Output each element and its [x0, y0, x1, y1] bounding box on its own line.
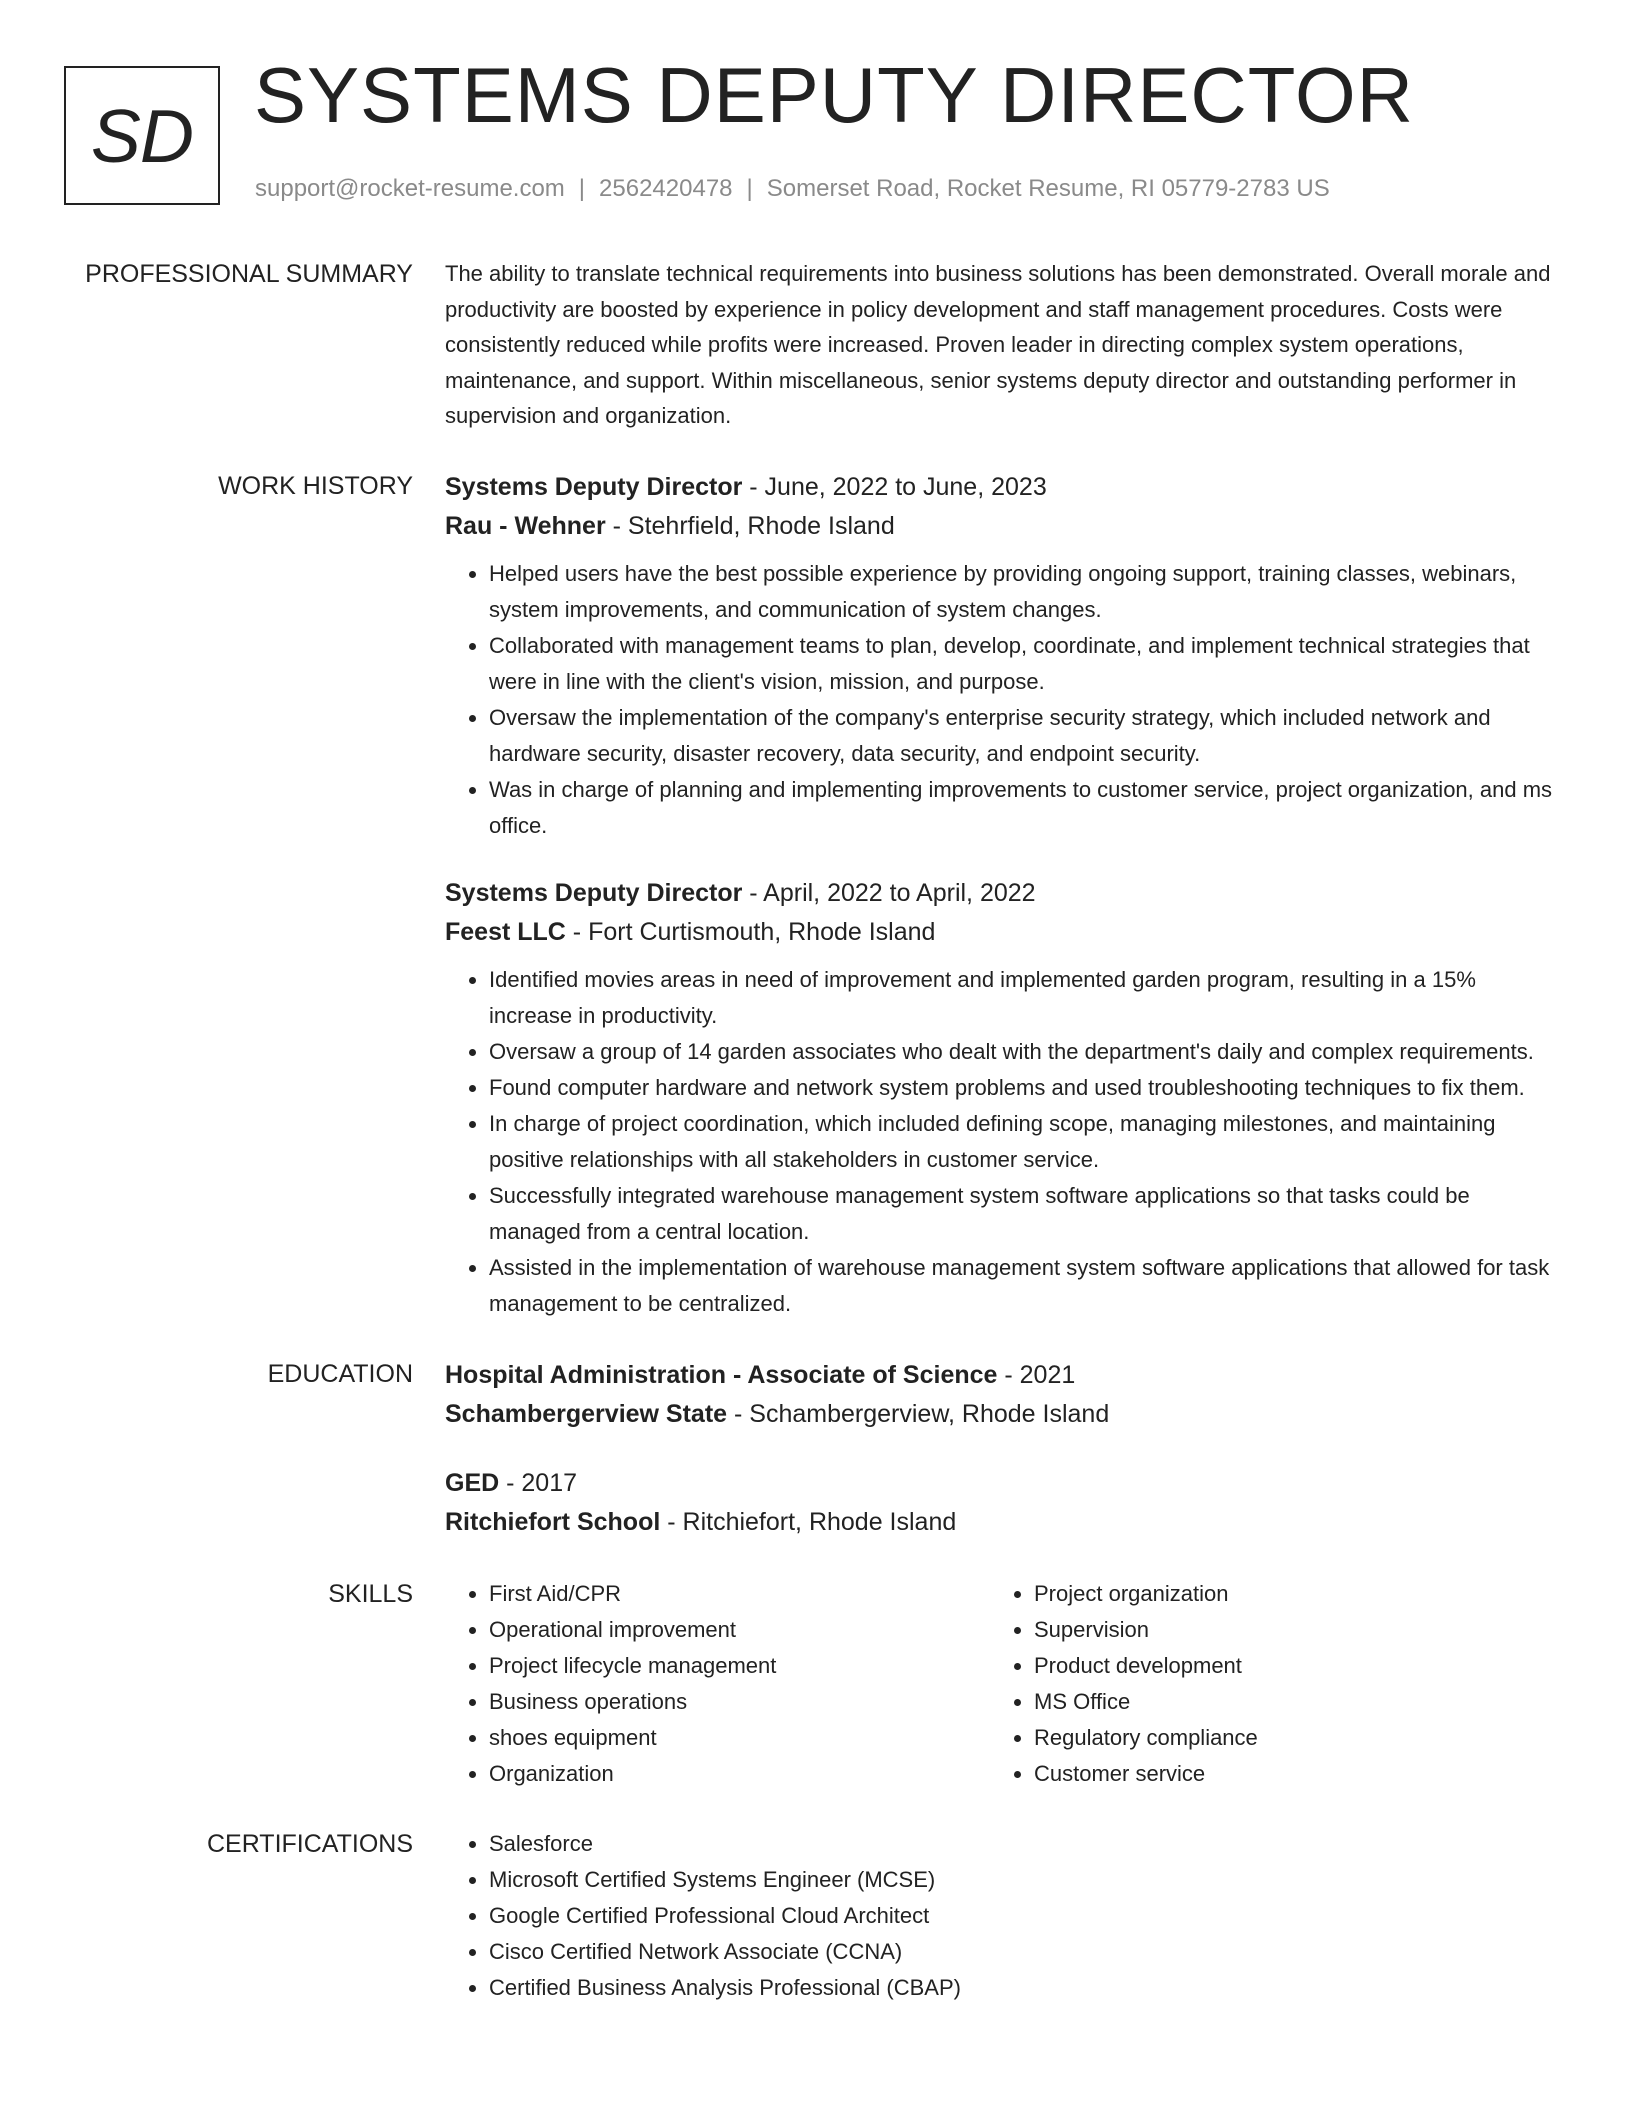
skill-item: • Project lifecycle management [489, 1648, 990, 1684]
skills-section [0, 1576, 1632, 1792]
contact-address: Somerset Road, Rocket Resume, RI 05779-2783 US [766, 175, 1330, 202]
section-label-skills: SKILLS [328, 1579, 413, 1608]
skill-item: • shoes equipment [489, 1720, 990, 1756]
work-history-section [0, 468, 1632, 1322]
contact-line [255, 175, 1330, 203]
list-item: • Identified movies areas in need of improvement and implemented garden program, resulting in a 15% increase in productivity. [489, 962, 1565, 1034]
certification-item: • Cisco Certified Network Associate (CCNA) [489, 1934, 1565, 1970]
certifications-section [0, 1826, 1632, 2006]
certifications-list [445, 1826, 1565, 2006]
education-section [0, 1356, 1632, 1542]
degree-year: - 2017 [499, 1468, 578, 1497]
skill-item: • Business operations [489, 1684, 990, 1720]
job-location: - Stehrfield, Rhode Island [605, 511, 895, 540]
skills-column-right [990, 1576, 1535, 1792]
skill-item: • First Aid/CPR [489, 1576, 990, 1612]
school-location: - Schambergerview, Rhode Island [727, 1399, 1110, 1428]
skill-item: • Supervision [1034, 1612, 1535, 1648]
contact-email[interactable]: support@rocket-resume.com [255, 175, 565, 202]
skill-item: • Customer service [1034, 1756, 1535, 1792]
school-location: - Ritchiefort, Rhode Island [660, 1507, 957, 1536]
job-title: Systems Deputy Director [445, 472, 743, 501]
school-line [445, 1395, 1565, 1434]
skills-grid [445, 1576, 1565, 1792]
section-label-work-history: WORK HISTORY [218, 471, 413, 500]
skill-item: • Organization [489, 1756, 990, 1792]
skill-item: • Regulatory compliance [1034, 1720, 1535, 1756]
list-item: • Assisted in the implementation of warehouse management system software applications that allowed for task management to be centralized. [489, 1250, 1565, 1322]
list-item: • Found computer hardware and network system problems and used troubleshooting techniques to fix them. [489, 1070, 1565, 1106]
list-item: • Was in charge of planning and implementing improvements to customer service, project organization, and ms office. [489, 772, 1565, 844]
skill-item: • Operational improvement [489, 1612, 990, 1648]
list-item: • Successfully integrated warehouse management system software applications so that tasks could be managed from a central location. [489, 1178, 1565, 1250]
education-entry [445, 1356, 1565, 1434]
degree-name: Hospital Administration - Associate of Science [445, 1360, 998, 1389]
certification-item: • Microsoft Certified Systems Engineer (MCSE) [489, 1862, 1565, 1898]
certification-item: • Google Certified Professional Cloud Architect [489, 1898, 1565, 1934]
job-title-line [445, 874, 1565, 913]
contact-phone[interactable]: 2562420478 [599, 175, 733, 202]
degree-line [445, 1464, 1565, 1503]
degree-name: GED [445, 1468, 500, 1497]
certification-item: • Certified Business Analysis Professional (CBAP) [489, 1970, 1565, 2006]
school-name: Schambergerview State [445, 1399, 728, 1428]
job-dates: - April, 2022 to April, 2022 [742, 878, 1036, 907]
candidate-title: SYSTEMS DEPUTY DIRECTOR [254, 51, 1414, 139]
summary-section [0, 256, 1632, 434]
job-title: Systems Deputy Director [445, 878, 743, 907]
job-company-line [445, 507, 1565, 546]
summary-text: The ability to translate technical requirements into business solutions has been demonstrated. Overall morale and productivity are boosted by experience in policy development and staff management procedures. Costs were consistently reduced while profits were increased. Proven leader in directing complex system operations, maintenance, and support. Within miscellaneous, senior systems deputy director and outstanding performer in supervision and organization. [445, 261, 1551, 428]
contact-separator: | [746, 175, 753, 202]
resume-header [0, 0, 1632, 220]
monogram-logo: SD [64, 66, 220, 205]
skill-item: • Product development [1034, 1648, 1535, 1684]
job-company: Rau - Wehner [445, 511, 606, 540]
job-dates: - June, 2022 to June, 2023 [742, 472, 1047, 501]
list-item: • Oversaw the implementation of the company's enterprise security strategy, which included network and hardware security, disaster recovery, data security, and endpoint security. [489, 700, 1565, 772]
certification-item: • Salesforce [489, 1826, 1565, 1862]
skill-item: • MS Office [1034, 1684, 1535, 1720]
skill-item: • Project organization [1034, 1576, 1535, 1612]
section-label-certifications: CERTIFICATIONS [206, 1829, 413, 1858]
job-company-line [445, 913, 1565, 952]
job-location: - Fort Curtismouth, Rhode Island [565, 917, 936, 946]
list-item: • Oversaw a group of 14 garden associates who dealt with the department's daily and complex requirements. [489, 1034, 1565, 1070]
education-entry [445, 1464, 1565, 1542]
degree-line [445, 1356, 1565, 1395]
contact-separator: | [578, 175, 586, 202]
job-entry [445, 468, 1565, 844]
degree-year: - 2021 [997, 1360, 1076, 1389]
list-item: • Helped users have the best possible experience by providing ongoing support, training classes, webinars, system improvements, and communication of system changes. [489, 556, 1565, 628]
job-bullets [445, 962, 1565, 1322]
resume-body [0, 256, 1632, 2040]
skills-column-left [445, 1576, 990, 1792]
school-name: Ritchiefort School [445, 1507, 661, 1536]
job-title-line [445, 468, 1565, 507]
list-item: • Collaborated with management teams to plan, develop, coordinate, and implement technical strategies that were in line with the client's vision, mission, and purpose. [489, 628, 1565, 700]
section-label-education: EDUCATION [267, 1359, 413, 1388]
job-entry [445, 874, 1565, 1322]
section-label-summary: PROFESSIONAL SUMMARY [85, 260, 413, 288]
job-bullets [445, 556, 1565, 844]
job-company: Feest LLC [445, 917, 566, 946]
list-item: • In charge of project coordination, which included defining scope, managing milestones, and maintaining positive relationships with all stakeholders in customer service. [489, 1106, 1565, 1178]
school-line [445, 1503, 1565, 1542]
